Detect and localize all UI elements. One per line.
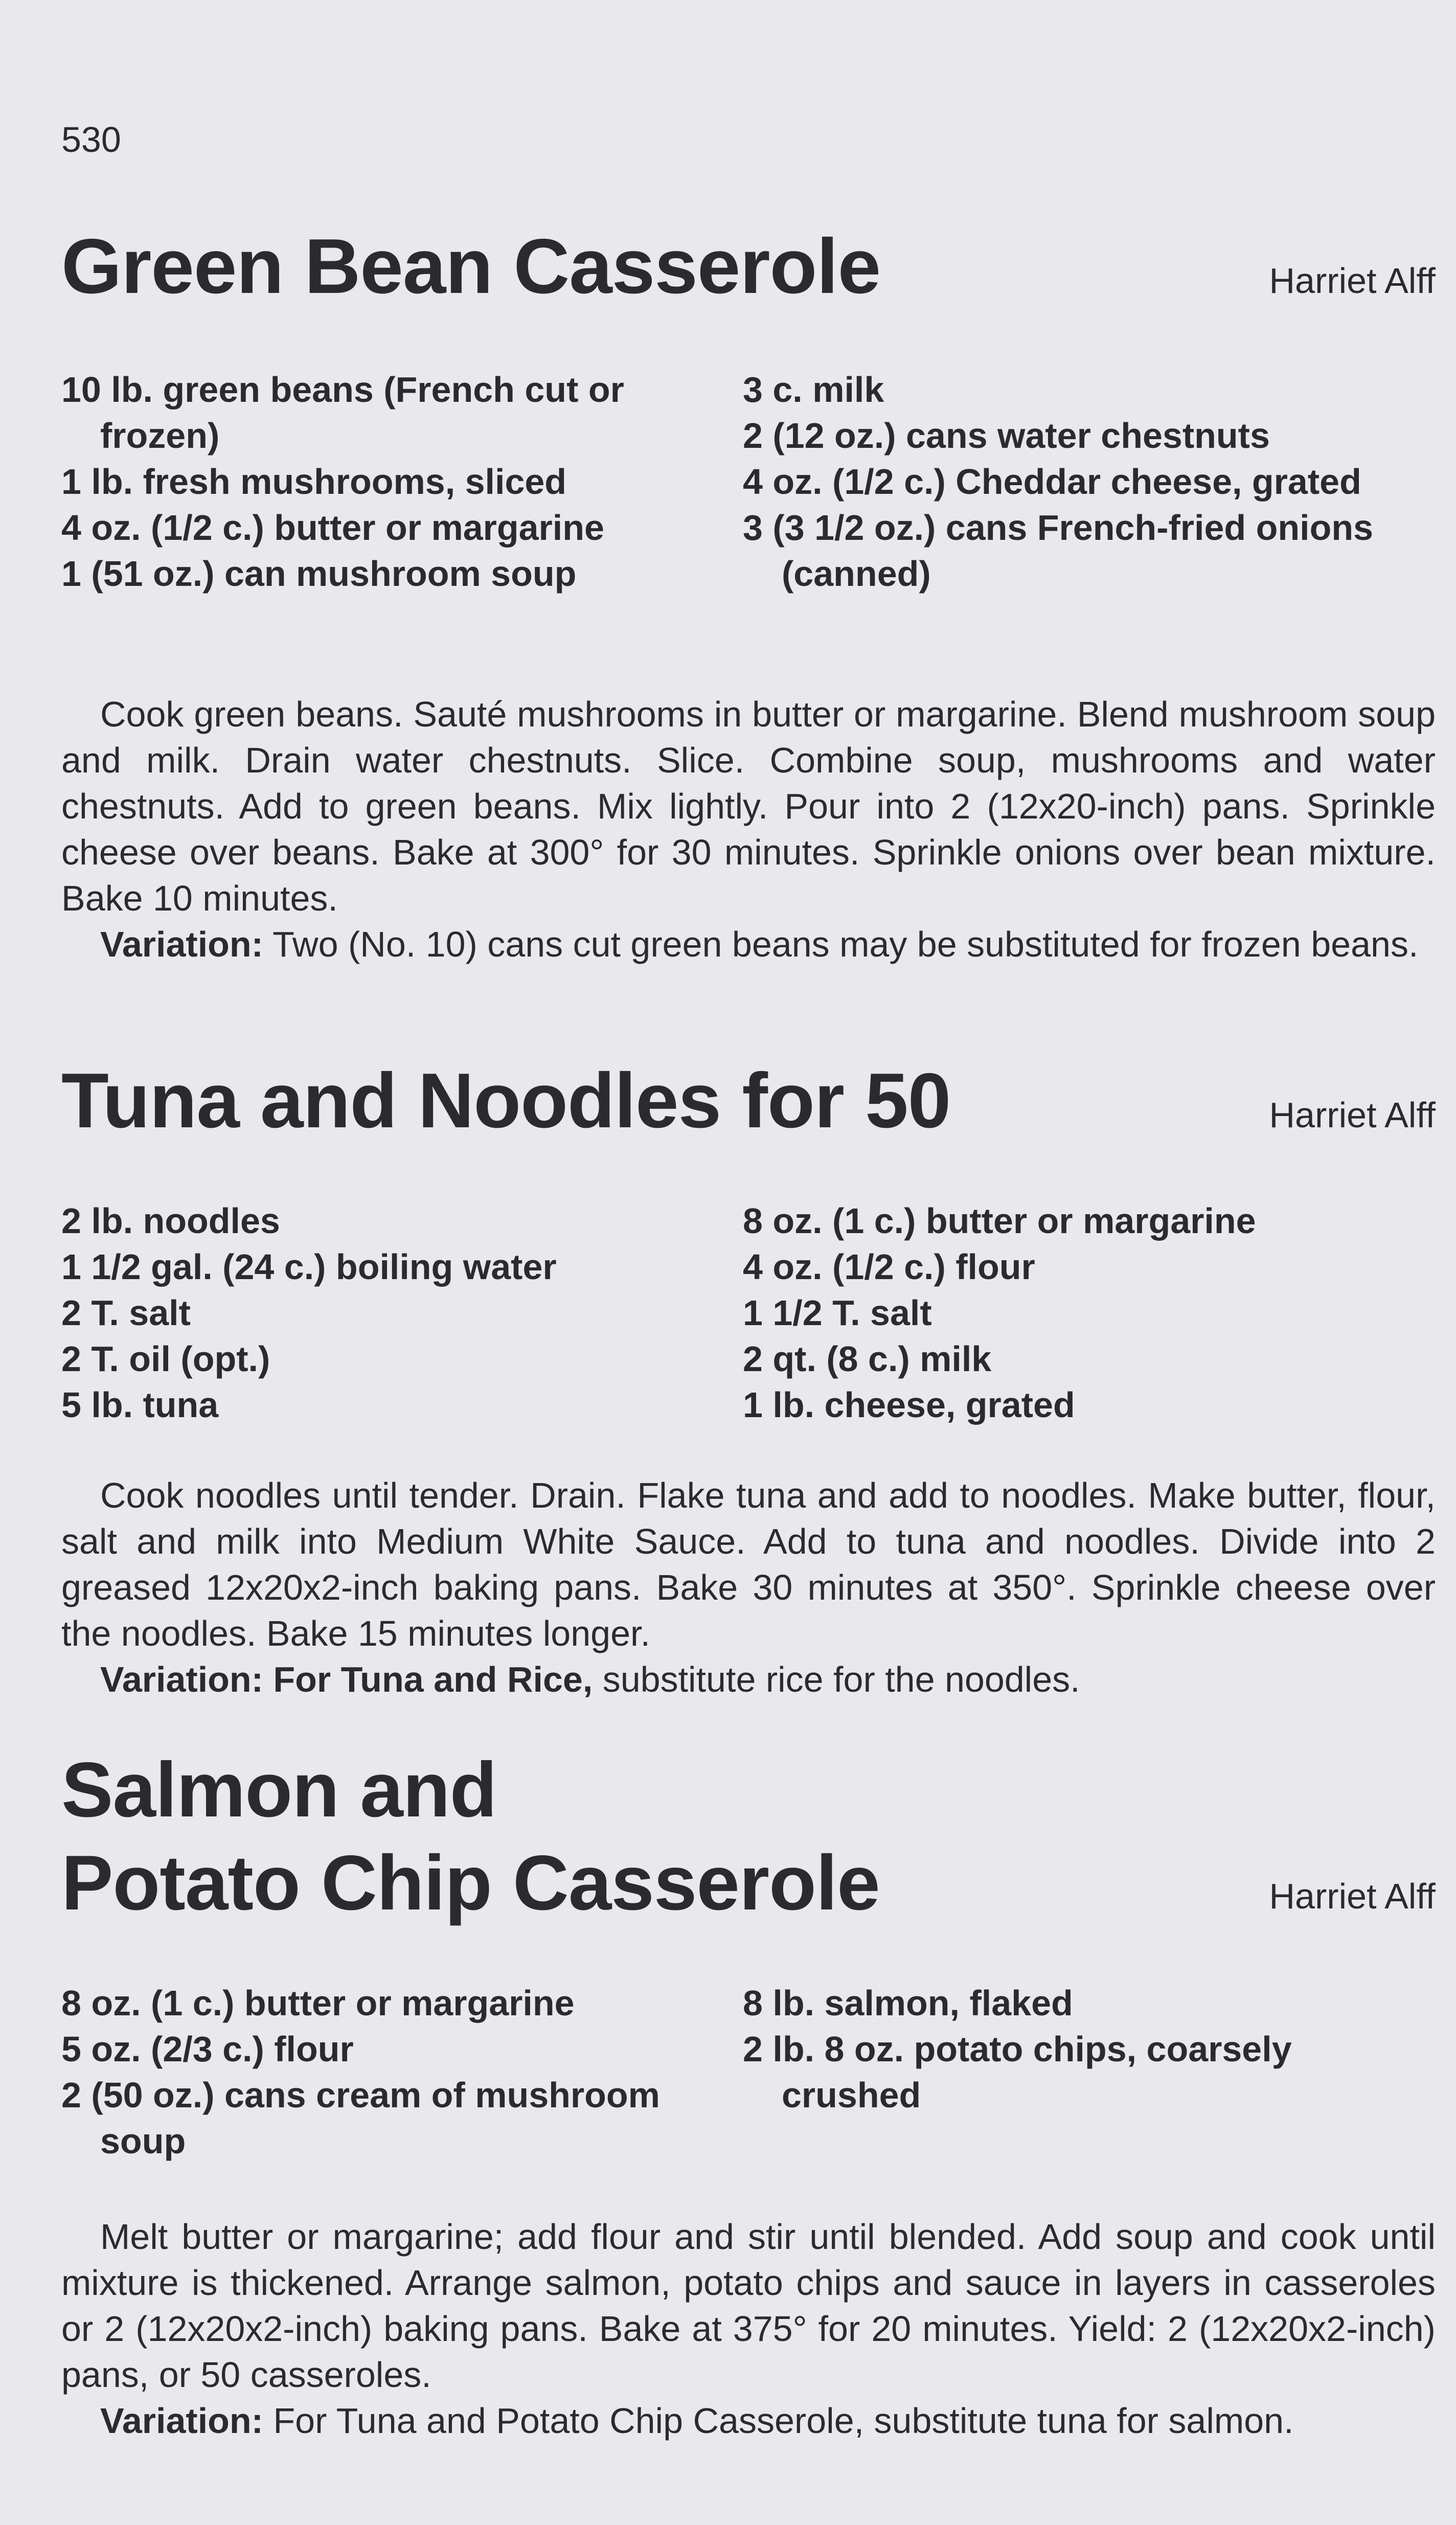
ingredient-item: 3 c. milk xyxy=(743,370,884,410)
ingredient-item: 2 T. salt xyxy=(61,1293,191,1333)
ingredient-item: 2 qt. (8 c.) milk xyxy=(743,1339,992,1379)
cookbook-page xyxy=(61,0,1436,2525)
ingredient-item: 8 lb. salmon, flaked xyxy=(743,1983,1073,2023)
ingredient-item: 3 (3 1/2 oz.) cans French-fried onions (canned) xyxy=(743,508,1374,594)
recipe-author: Harriet Alff xyxy=(1269,1095,1436,1135)
ingredient-item: 4 oz. (1/2 c.) flour xyxy=(743,1247,1035,1287)
variation-text: substitute rice for the noodles. xyxy=(602,1659,1080,1699)
ingredient-item: 2 lb. 8 oz. potato chips, coarsely crushed xyxy=(743,2029,1292,2115)
ingredient-item: 2 (50 oz.) cans cream of mushroom soup xyxy=(61,2075,660,2161)
ingredient-item: 1 lb. fresh mushrooms, sliced xyxy=(61,462,567,502)
variation-label: Variation: xyxy=(100,2401,263,2441)
ingredients-left-column xyxy=(61,367,716,597)
recipe-directions xyxy=(61,691,1436,967)
ingredient-item: 8 oz. (1 c.) butter or margarine xyxy=(61,1983,575,2023)
ingredient-item: 2 T. oil (opt.) xyxy=(61,1339,270,1379)
recipe-directions xyxy=(61,1472,1436,1702)
variation-label: Variation: xyxy=(100,924,263,964)
ingredients-right-column xyxy=(743,1980,1397,2118)
recipe-tuna-and-noodles xyxy=(61,1054,1436,1147)
page-number: 530 xyxy=(61,120,121,160)
variation-note xyxy=(61,1656,1436,1702)
recipe-title xyxy=(61,1743,1161,1929)
variation-text: Two (No. 10) cans cut green beans may be substituted for frozen beans. xyxy=(272,924,1419,964)
ingredients-right-column xyxy=(743,1198,1397,1428)
ingredients-left-column xyxy=(61,1980,716,2164)
recipe-salmon-potato-chip-casserole xyxy=(61,1743,1436,1929)
ingredient-item: 1 1/2 T. salt xyxy=(743,1293,932,1333)
variation-label: Variation: For Tuna and Rice, xyxy=(100,1659,593,1699)
recipe-title-line-2: Potato Chip Casserole xyxy=(61,1839,880,1926)
directions-text: Melt butter or margarine; add flour and stir until blended. Add soup and cook until mixture is thickened. Arrange salmon, potato chips and sauce in layers in casseroles or 2 (12x20x2-inch) baking pans. Bake at 375° for 20 minutes. Yield: 2 (12x20x2-inch) pans, or 50 casseroles. xyxy=(61,2217,1436,2395)
ingredient-item: 8 oz. (1 c.) butter or margarine xyxy=(743,1201,1256,1241)
directions-text: Cook noodles until tender. Drain. Flake tuna and add to noodles. Make butter, flour, salt and milk into Medium White Sauce. Add to tuna and noodles. Divide into 2 greased 12x20x2-inch baking pans. Bake 30 minutes at 350°. Sprinkle cheese over the noodles. Bake 15 minutes longer. xyxy=(61,1475,1436,1653)
ingredient-item: 2 (12 oz.) cans water chestnuts xyxy=(743,416,1270,456)
recipe-green-bean-casserole xyxy=(61,220,1436,313)
recipe-directions xyxy=(61,2214,1436,2444)
directions-text: Cook green beans. Sauté mushrooms in butter or margarine. Blend mushroom soup and milk. Drain water chestnuts. Slice. Combine soup, mushrooms and water chestnuts. Add to green beans. Mix lightly. Pour into 2 (12x20-inch) pans. Sprinkle cheese over beans. Bake at 300° for 30 minutes. Sprinkle onions over bean mixture. Bake 10 minutes. xyxy=(61,694,1436,918)
ingredient-item: 10 lb. green beans (French cut or frozen) xyxy=(61,370,624,456)
recipe-author: Harriet Alff xyxy=(1269,261,1436,301)
ingredient-item: 4 oz. (1/2 c.) Cheddar cheese, grated xyxy=(743,462,1361,502)
ingredient-item: 1 lb. cheese, grated xyxy=(743,1385,1075,1425)
recipe-title-line-1: Salmon and xyxy=(61,1746,497,1833)
ingredient-item: 1 (51 oz.) can mushroom soup xyxy=(61,554,577,594)
ingredient-item: 5 oz. (2/3 c.) flour xyxy=(61,2029,354,2069)
ingredients-right-column xyxy=(743,367,1397,597)
ingredient-item: 5 lb. tuna xyxy=(61,1385,219,1425)
recipe-title: Green Bean Casserole xyxy=(61,223,881,310)
ingredient-item: 4 oz. (1/2 c.) butter or margarine xyxy=(61,508,604,548)
recipe-author: Harriet Alff xyxy=(1269,1876,1436,1916)
ingredient-item: 2 lb. noodles xyxy=(61,1201,280,1241)
variation-note xyxy=(61,2398,1436,2444)
ingredients-left-column xyxy=(61,1198,716,1428)
ingredient-item: 1 1/2 gal. (24 c.) boiling water xyxy=(61,1247,557,1287)
variation-note xyxy=(61,921,1436,967)
recipe-title: Tuna and Noodles for 50 xyxy=(61,1057,951,1144)
variation-text: For Tuna and Potato Chip Casserole, substitute tuna for salmon. xyxy=(273,2401,1294,2441)
